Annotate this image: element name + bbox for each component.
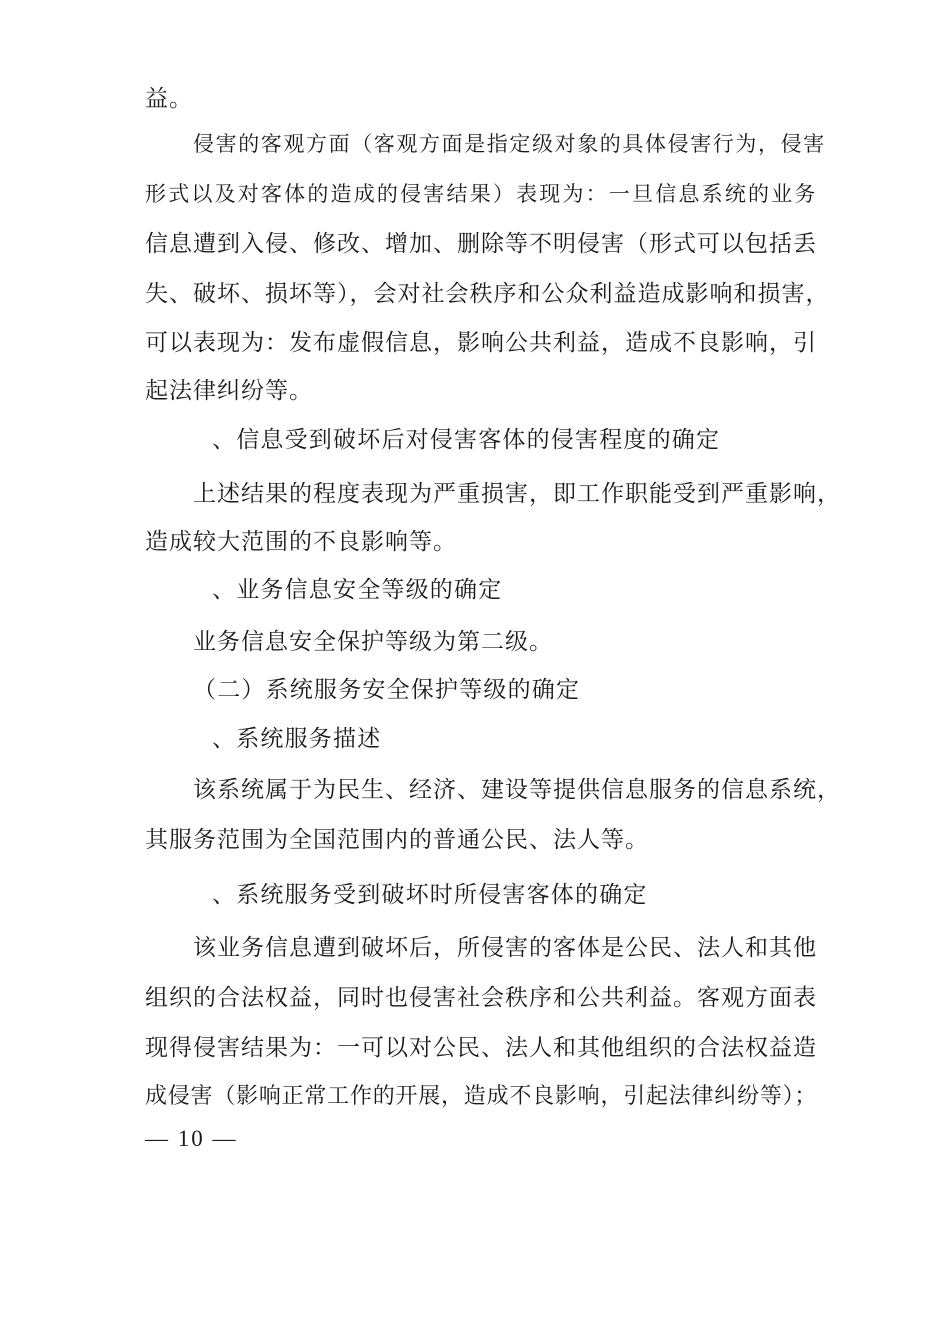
page-number: — 10 —: [145, 1126, 238, 1151]
section-heading: 、系统服务描述: [212, 726, 382, 752]
paragraph-line: 益。: [145, 86, 193, 112]
paragraph-line: 其服务范围为全国范围内的普通公民、法人等。: [145, 827, 649, 853]
section-heading: （二）系统服务安全保护等级的确定: [193, 677, 581, 703]
paragraph-line: 成侵害（影响正常工作的开展，造成不良影响，引起法律纠纷等）；: [145, 1084, 817, 1109]
paragraph-line: 失、破坏、损坏等），会对社会秩序和公众利益造成影响和损害，: [145, 281, 830, 307]
paragraph-line: 起法律纠纷等。: [145, 378, 313, 404]
paragraph-line: 造成较大范围的不良影响等。: [145, 529, 457, 555]
section-heading: 、业务信息安全等级的确定: [212, 577, 503, 603]
paragraph-line: 可以表现为：发布虚假信息，影响公共利益，造成不良影响，引: [145, 330, 817, 356]
paragraph-line: 上述结果的程度表现为严重损害，即工作职能受到严重影响，: [193, 481, 841, 507]
section-heading: 、系统服务受到破坏时所侵害客体的确定: [212, 882, 648, 908]
paragraph-line: 侵害的客观方面（客观方面是指定级对象的具体侵害行为，侵害: [193, 132, 826, 156]
paragraph-line: 形式以及对客体的造成的侵害结果）表现为：一旦信息系统的业务: [145, 182, 817, 206]
paragraph-line: 信息遭到入侵、修改、增加、删除等不明侵害（形式可以包括丢: [145, 231, 817, 257]
paragraph-line: 该系统属于为民生、经济、建设等提供信息服务的信息系统，: [193, 777, 841, 803]
paragraph-line: 现得侵害结果为：一可以对公民、法人和其他组织的合法权益造: [145, 1035, 817, 1061]
section-heading: 、信息受到破坏后对侵害客体的侵害程度的确定: [212, 427, 721, 453]
paragraph-line: 该业务信息遭到破坏后，所侵害的客体是公民、法人和其他: [193, 935, 817, 961]
paragraph-line: 组织的合法权益，同时也侵害社会秩序和公共利益。客观方面表: [145, 985, 817, 1011]
paragraph-line: 业务信息安全保护等级为第二级。: [193, 629, 553, 655]
